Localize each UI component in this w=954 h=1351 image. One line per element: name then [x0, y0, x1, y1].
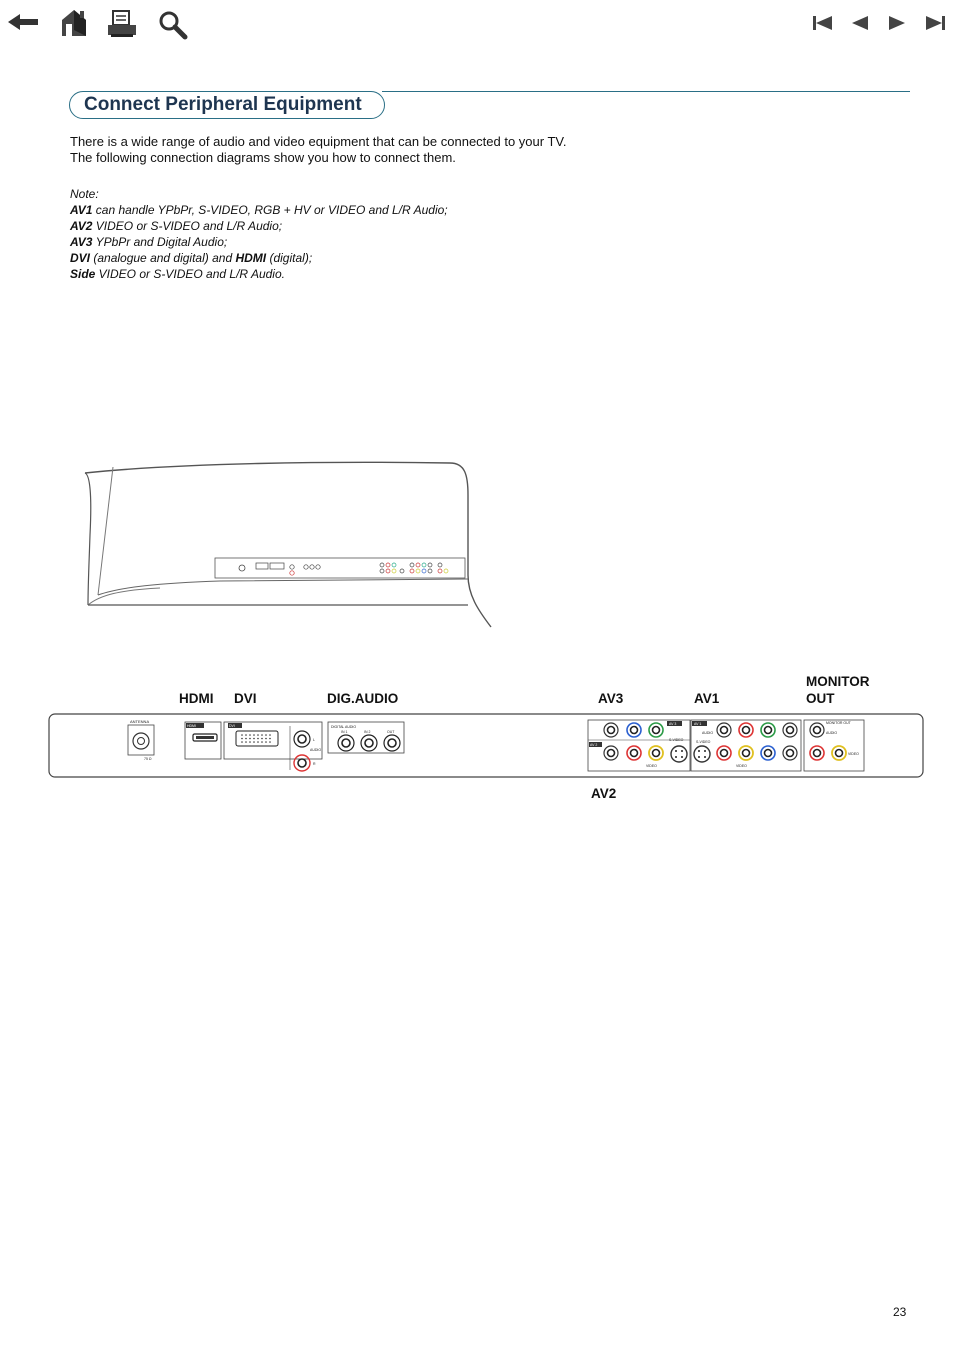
svg-text:L: L: [313, 738, 315, 742]
svg-text:ANTENNA: ANTENNA: [130, 719, 150, 724]
search-button[interactable]: [158, 10, 188, 40]
svg-text:DVI: DVI: [229, 724, 235, 728]
next-page-icon: [887, 14, 907, 32]
svg-text:AUDIO: AUDIO: [702, 731, 714, 735]
label-monitor: MONITOR: [806, 674, 870, 689]
intro-line-1: There is a wide range of audio and video equipment that can be connected to your TV.: [70, 134, 567, 149]
arrow-left-icon: [8, 12, 40, 32]
svg-text:S-VIDEO: S-VIDEO: [669, 738, 684, 742]
label-out: OUT: [806, 691, 835, 706]
svg-text:HDMI: HDMI: [187, 724, 196, 728]
svg-text:VIDEO: VIDEO: [736, 764, 747, 768]
svg-text:IN 1: IN 1: [341, 730, 348, 734]
svg-text:S-VIDEO: S-VIDEO: [696, 740, 711, 744]
previous-page-button[interactable]: [850, 14, 870, 32]
av1-ports: [691, 720, 801, 771]
title-rule: [382, 91, 910, 92]
svg-text:75 Ω: 75 Ω: [144, 757, 152, 761]
label-hdmi: HDMI: [179, 691, 214, 706]
next-page-button[interactable]: [887, 14, 907, 32]
svg-text:IN 2: IN 2: [364, 730, 371, 734]
print-button[interactable]: [107, 10, 137, 38]
magnifier-icon: [158, 10, 188, 40]
label-dig-audio: DIG.AUDIO: [327, 691, 399, 706]
hdmi-port: [185, 722, 221, 759]
printer-icon: [107, 10, 137, 38]
label-av2: AV2: [591, 786, 617, 801]
svg-text:VIDEO: VIDEO: [848, 752, 859, 756]
svg-text:AV 3: AV 3: [669, 722, 677, 726]
note-line-dvi: DVI (analogue and digital) and HDMI (digital);: [70, 251, 313, 265]
note-line-side: Side VIDEO or S-VIDEO and L/R Audio.: [70, 267, 285, 281]
intro-line-2: The following connection diagrams show you how to connect them.: [70, 150, 456, 165]
svg-text:R: R: [313, 762, 316, 766]
skip-to-first-icon: [812, 14, 834, 32]
monitor-out-ports: [804, 720, 864, 771]
label-av1: AV1: [694, 691, 720, 706]
antenna-port: [128, 719, 154, 761]
note-line-av3: AV3 YPbPr and Digital Audio;: [70, 235, 228, 249]
digital-audio-ports: [328, 722, 404, 753]
svg-text:DIGITAL AUDIO: DIGITAL AUDIO: [331, 725, 357, 729]
home-button[interactable]: [60, 8, 88, 38]
dvi-port: [224, 722, 322, 771]
note-line-av1: AV1 can handle YPbPr, S-VIDEO, RGB + HV or VIDEO and L/R Audio;: [70, 203, 448, 217]
svg-text:AUDIO: AUDIO: [826, 731, 838, 735]
svg-text:AUDIO: AUDIO: [310, 748, 322, 752]
svg-text:VIDEO: VIDEO: [646, 764, 657, 768]
svg-text:AV 1: AV 1: [694, 722, 702, 726]
svg-text:AV 2: AV 2: [590, 743, 598, 747]
page-number: 23: [893, 1305, 907, 1319]
previous-page-icon: [850, 14, 870, 32]
connector-panel: [46, 710, 926, 782]
note-line-av2: AV2 VIDEO or S-VIDEO and L/R Audio;: [70, 219, 283, 233]
page-title: Connect Peripheral Equipment: [84, 94, 362, 115]
home-icon: [60, 8, 88, 38]
tv-rear-illustration: [80, 455, 500, 630]
last-page-button[interactable]: [924, 14, 946, 32]
skip-to-last-icon: [924, 14, 946, 32]
svg-text:OUT: OUT: [387, 730, 395, 734]
label-av3: AV3: [598, 691, 624, 706]
note-heading: Note:: [70, 187, 99, 201]
back-button[interactable]: [8, 12, 40, 32]
first-page-button[interactable]: [812, 14, 834, 32]
svg-text:MONITOR OUT: MONITOR OUT: [826, 721, 851, 725]
av3-av2-ports: [588, 720, 690, 771]
label-dvi: DVI: [234, 691, 257, 706]
